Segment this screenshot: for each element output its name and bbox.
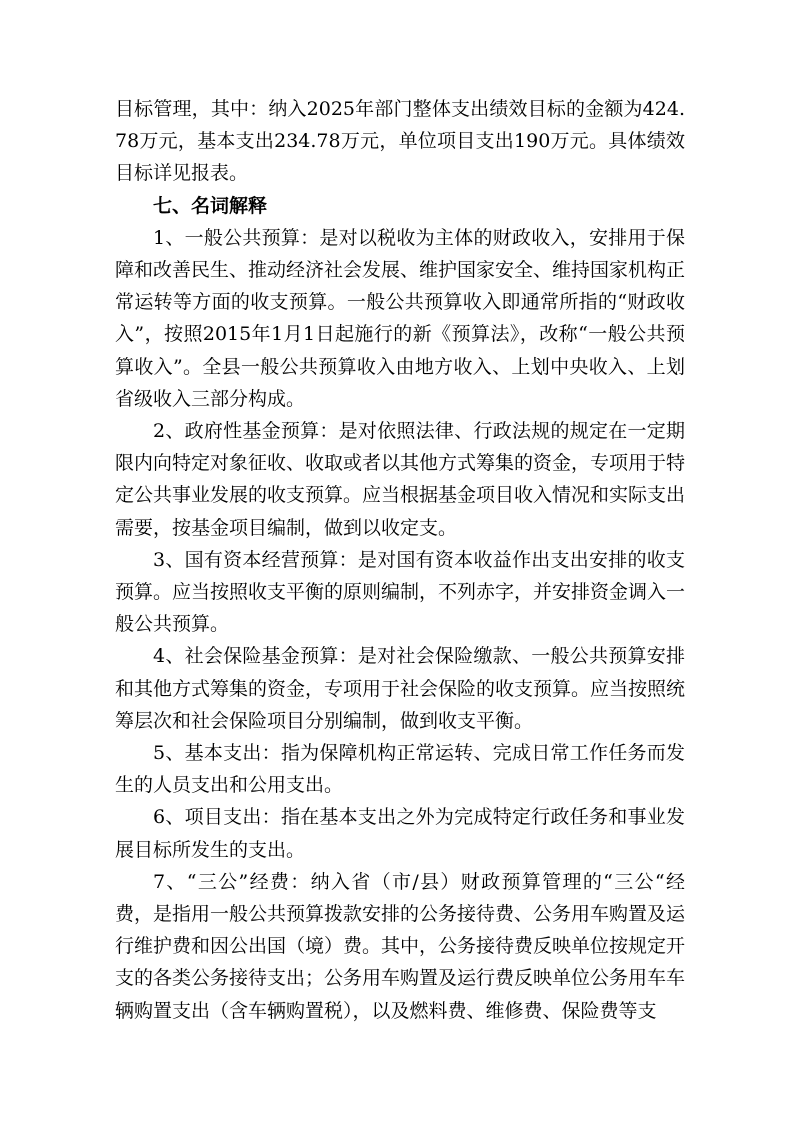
intro-paragraph: 目标管理，其中：纳入2025年部门整体支出绩效目标的金额为424.78万元，基本支出234.78万元，单位项目支出190万元。具体绩效目标详见报表。	[115, 98, 685, 185]
section-heading: 七、名词解释	[153, 194, 268, 217]
definition-item-3: 3、国有资本经营预算：是对国有资本收益作出支出安排的收支预算。应当按照收支平衡的原则编制，不列赤字，并安排资金调入一般公共预算。	[115, 548, 686, 636]
definition-item-2: 2、政府性基金预算：是对依照法律、行政法规的规定在一定期限内向特定对象征收、收取或者以其他方式筹集的资金，专项用于特定公共事业发展的收支预算。应当根据基金项目收入情况和实际支出需要，按基金项目编制，做到以收定支。	[115, 420, 686, 539]
definition-item-7: 7、“三公”经费：纳入省（市/县）财政预算管理的“三公“经费，是指用一般公共预算拨款安排的公务接待费、公务用车购置及运行维护费和因公出国（境）费。其中，公务接待费反映单位按规定开支的各类公务接待支出；公务用车购置及运行费反映单位公务用车车辆购置支出（含车辆购置税），以及燃料费、维修费、保险费等支	[115, 870, 686, 1022]
definition-item-4: 4、社会保险基金预算：是对社会保险缴款、一般公共预算安排和其他方式筹集的资金，专项用于社会保险的收支预算。应当按照统筹层次和社会保险项目分别编制，做到收支平衡。	[115, 645, 686, 732]
definition-item-1: 1、一般公共预算：是对以税收为主体的财政收入，安排用于保障和改善民生、推动经济社会发展、维护国家安全、维持国家机构正常运转等方面的收支预算。一般公共预算收入即通常所指的“财政收入”，按照2015年1月1日起施行的新《预算法》，改称“一般公共预算收入”。全县一般公共预算收入由地方收入、上划中央收入、上划省级收入三部分构成。	[115, 226, 686, 410]
definition-item-5: 5、基本支出：指为保障机构正常运转、完成日常工作任务而发生的人员支出和公用支出。	[115, 742, 685, 797]
definition-item-6: 6、项目支出：指在基本支出之外为完成特定行政任务和事业发展目标所发生的支出。	[115, 806, 685, 861]
document-page	[115, 93, 685, 1027]
